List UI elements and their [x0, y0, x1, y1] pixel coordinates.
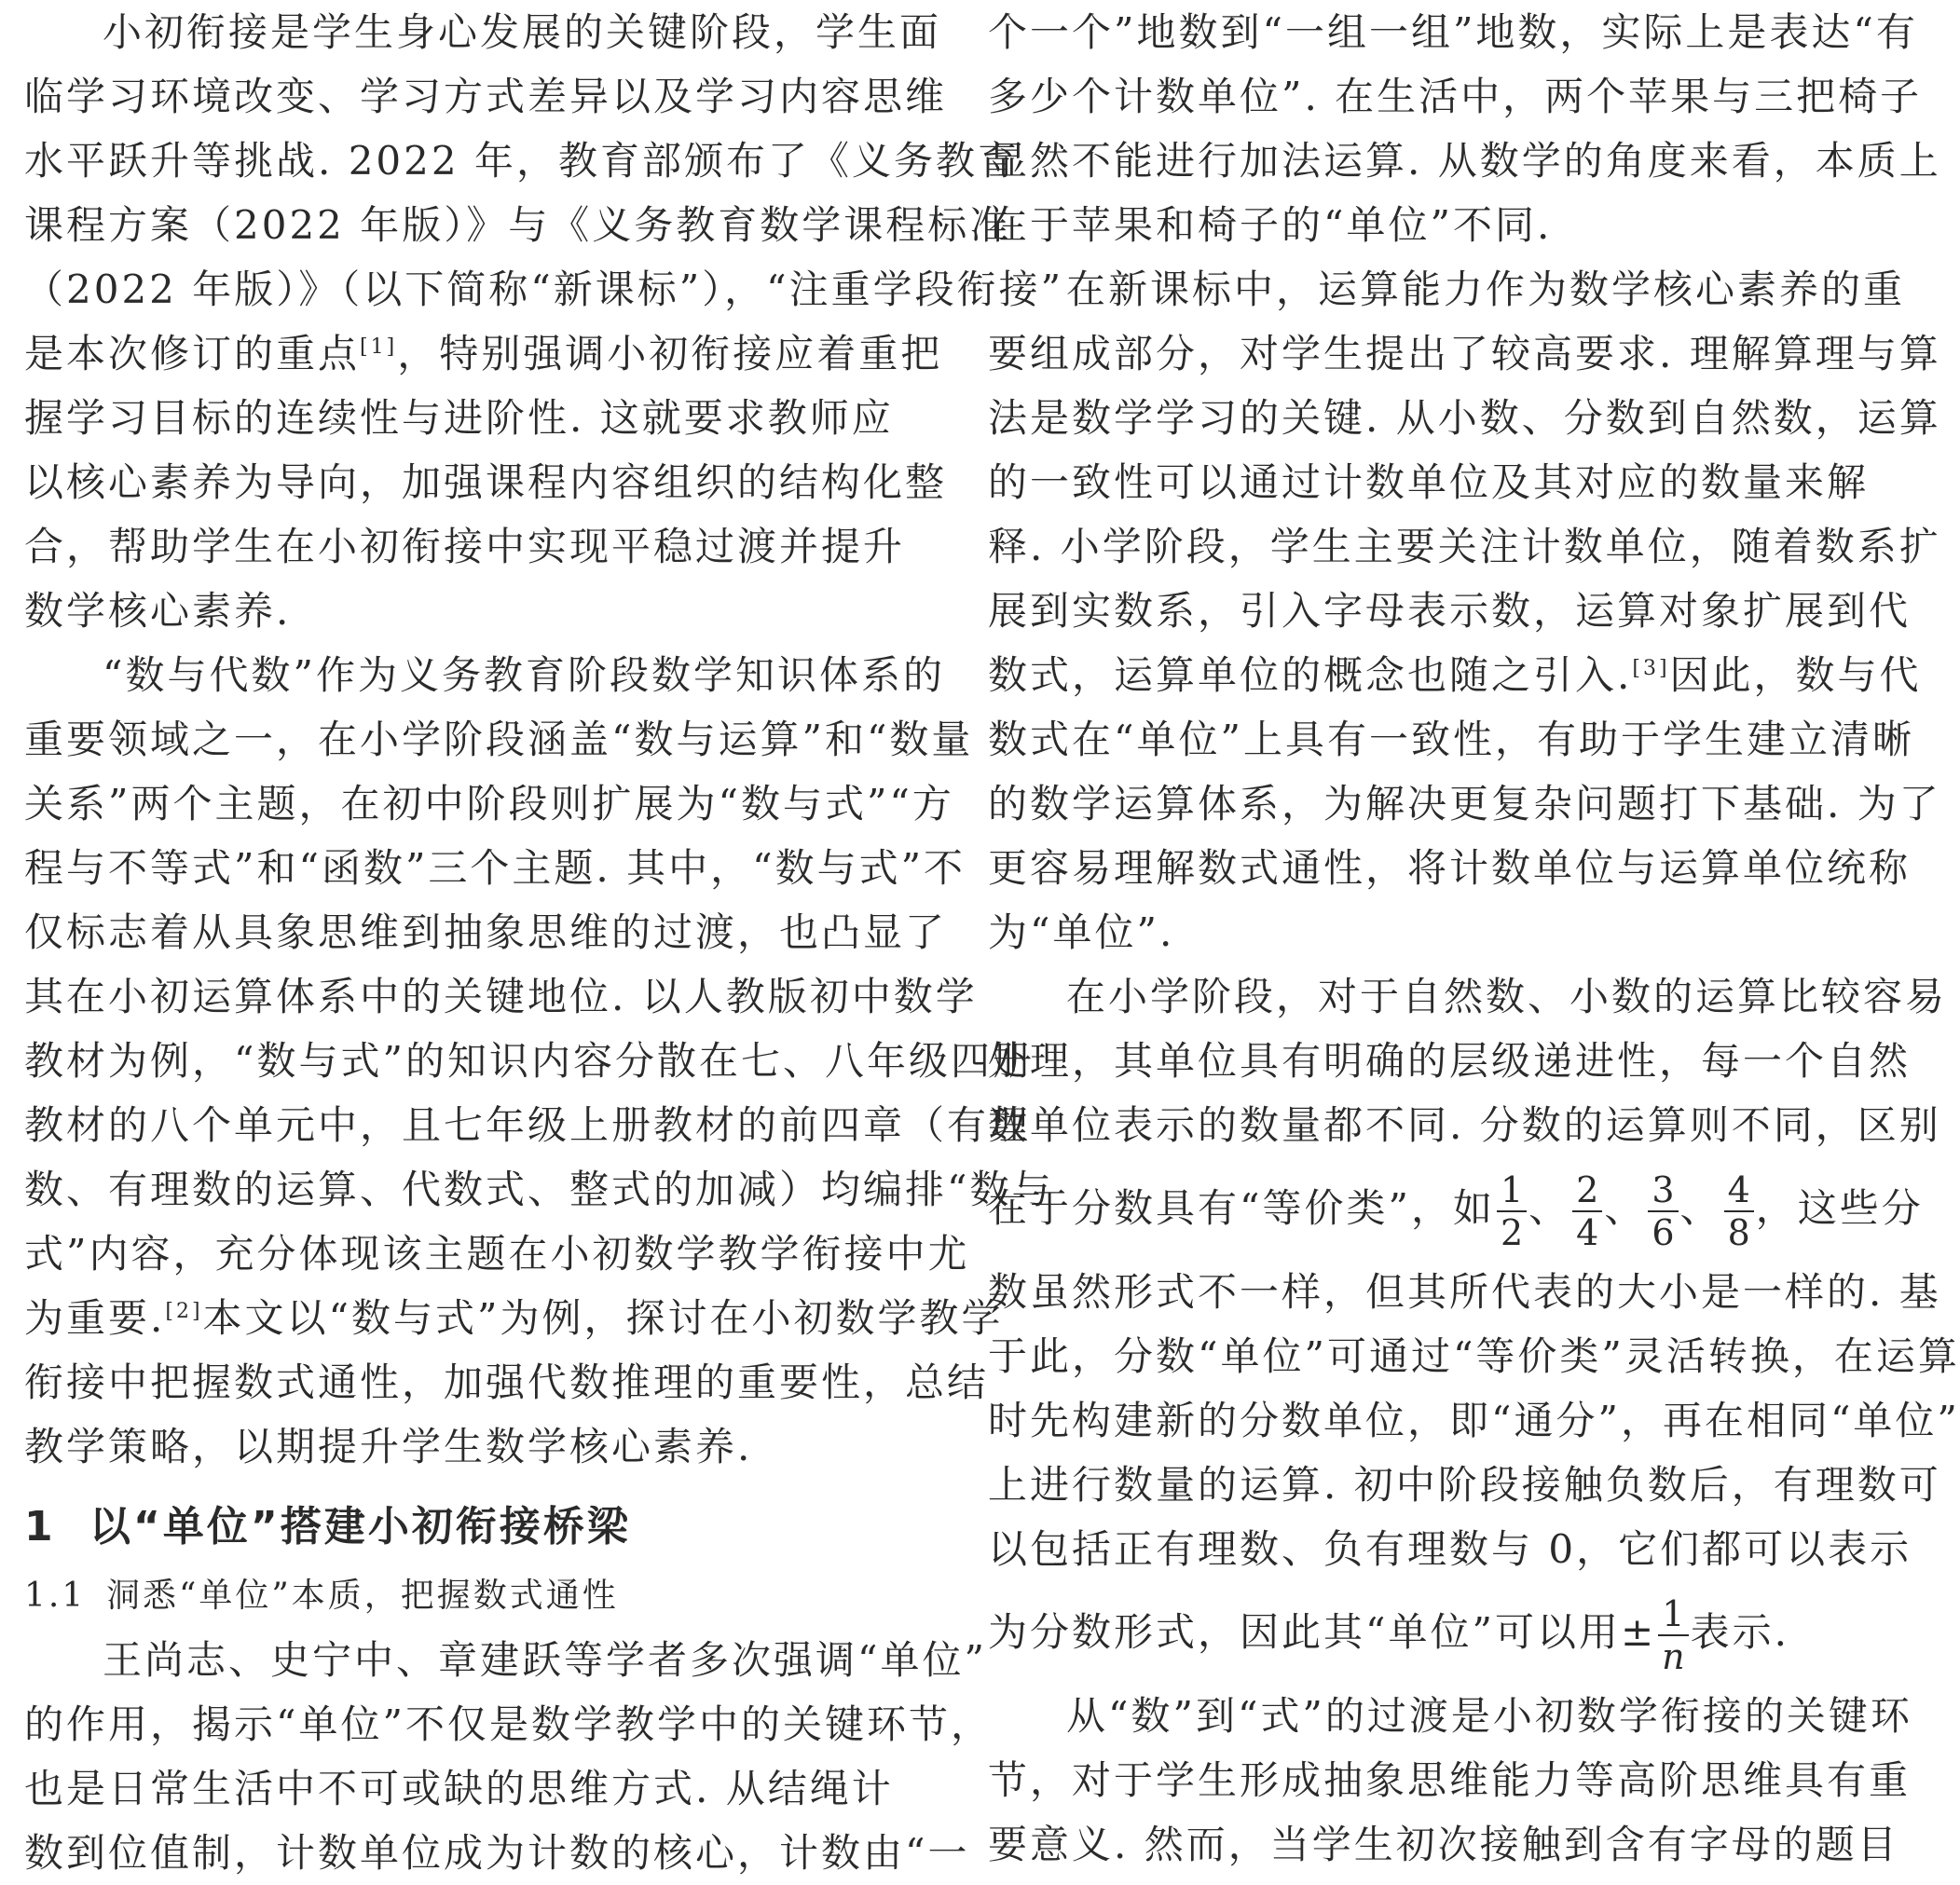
paragraph-line	[988, 643, 1922, 707]
paragraph-line: 法是数学学习的关键. 从小数、分数到自然数，运算	[988, 395, 1941, 441]
paragraph-line: 程与不等式”和“函数”三个主题. 其中，“数与式”不	[24, 845, 966, 891]
text-segment: 表示.	[1690, 1609, 1789, 1655]
left-column	[24, 0, 1064, 1885]
section-heading	[24, 1490, 917, 1564]
paragraph-line: 的一致性可以通过计数单位及其对应的数量来解	[988, 459, 1870, 505]
citation-ref: [2]	[165, 1300, 203, 1323]
paragraph-line-with-fractions	[988, 1157, 1924, 1260]
paragraph-line: 数学核心素养.	[24, 588, 292, 634]
paragraph-line: 的数学运算体系，为解决更复杂问题打下基础. 为了	[988, 781, 1941, 826]
subsection-heading	[24, 1564, 917, 1628]
subsection-title: 洞悉“单位”本质，把握数式通性	[106, 1577, 619, 1615]
paragraph-line: “数与代数”作为义务教育阶段数学知识体系的	[103, 652, 945, 698]
text-segment: 数式，运算单位的概念也随之引入.	[988, 652, 1633, 698]
subsection-number: 1.1	[24, 1577, 87, 1615]
paragraph-line: 握学习目标的连续性与进阶性. 这就要求教师应	[24, 395, 894, 441]
paragraph-line: 从“数”到“式”的过渡是小初数学衔接的关键环	[1066, 1693, 1912, 1739]
paragraph-line: 课程方案（2022 年版）》与《义务教育数学课程标准	[24, 202, 1012, 248]
separator: 、	[1679, 1185, 1722, 1231]
fraction	[1572, 1169, 1602, 1253]
paragraph-line: 展到实数系，引入字母表示数，运算对象扩展到代	[988, 588, 1912, 634]
paragraph-line: 要意义. 然而，当学生初次接触到含有字母的题目	[988, 1822, 1899, 1867]
paragraph-line: 节，对于学生形成抽象思维能力等高阶思维具有重	[988, 1757, 1912, 1803]
paragraph-line: 式”内容，充分体现该主题在小初数学教学衔接中尤	[24, 1231, 970, 1277]
paragraph-line: 关系”两个主题，在初中阶段则扩展为“数与式”“方	[24, 781, 954, 826]
paragraph-line: 处理，其单位具有明确的层级递进性，每一个自然	[988, 1038, 1912, 1084]
fraction-denominator: 6	[1652, 1212, 1675, 1253]
paragraph-line: 以核心素养为导向，加强课程内容组织的结构化整	[24, 459, 948, 505]
text-segment: 在于分数具有“等价类”，如	[988, 1185, 1495, 1231]
paragraph-line: 教材的八个单元中，且七年级上册教材的前四章（有理	[24, 1102, 1032, 1148]
fraction-numerator: 2	[1572, 1169, 1602, 1212]
text-segment: 本文以“数与式”为例，探讨在小初数学教学	[202, 1295, 1004, 1341]
paragraph-line: 数单位表示的数量都不同. 分数的运算则不同，区别	[988, 1102, 1941, 1148]
paragraph-line: 多少个计数单位”. 在生活中，两个苹果与三把椅子	[988, 74, 1923, 119]
fraction	[1497, 1169, 1527, 1253]
fraction-numerator: 4	[1724, 1169, 1754, 1212]
citation-ref: [1]	[360, 335, 398, 359]
paragraph-line: 时先构建新的分数单位，即“通分”，再在相同“单位”	[988, 1398, 1960, 1443]
fraction-numerator: 1	[1658, 1593, 1688, 1636]
fraction	[1648, 1169, 1678, 1253]
paragraph-line: 数、有理数的运算、代数式、整式的加减）均编排“数与	[24, 1167, 1054, 1212]
paragraph-line: 王尚志、史宁中、章建跃等学者多次强调“单位”	[103, 1637, 987, 1683]
section-title: 以“单位”搭建小初衔接桥梁	[89, 1503, 631, 1550]
paragraph-line: 个一个”地数到“一组一组”地数，实际上是表达“有	[988, 9, 1918, 55]
citation-ref: [3]	[1632, 657, 1670, 680]
text-segment: 为分数形式，因此其“单位”可以用±	[988, 1609, 1657, 1655]
paragraph-line: 合，帮助学生在小初衔接中实现平稳过渡并提升	[24, 524, 906, 569]
paragraph-line: 于此，分数“单位”可通过“等价类”灵活转换，在运算	[988, 1333, 1960, 1379]
section-number: 1	[24, 1503, 56, 1550]
paragraph-line: 在于苹果和椅子的“单位”不同.	[988, 202, 1553, 248]
paragraph-line: 也是日常生活中不可或缺的思维方式. 从结绳计	[24, 1766, 894, 1811]
paragraph-line: 显然不能进行加法运算. 从数学的角度来看，本质上	[988, 138, 1941, 184]
paragraph-line-with-fraction	[988, 1581, 1881, 1684]
paragraph-line: 以包括正有理数、负有理数与 0，它们都可以表示	[988, 1526, 1912, 1572]
paragraph-line: （2022 年版）》（以下简称“新课标”），“注重学段衔接”	[24, 266, 1064, 312]
fraction-denominator: n	[1662, 1636, 1685, 1677]
paragraph-line: 数虽然形式不一样，但其所代表的大小是一样的. 基	[988, 1269, 1941, 1315]
paragraph-line: 仅标志着从具象思维到抽象思维的过渡，也凸显了	[24, 909, 948, 955]
paragraph-line: 为“单位”.	[988, 909, 1175, 955]
paragraph-line: 临学习环境改变、学习方式差异以及学习内容思维	[24, 74, 948, 119]
text-segment: ，特别强调小初衔接应着重把	[397, 331, 943, 376]
paragraph-line: 水平跃升等挑战. 2022 年，教育部颁布了《义务教育	[24, 138, 1020, 184]
paragraph-line: 教材为例，“数与式”的知识内容分散在七、八年级四册	[24, 1038, 1035, 1084]
paragraph-line: 在新课标中，运算能力作为数学核心素养的重	[1066, 266, 1906, 312]
separator: 、	[1528, 1185, 1571, 1231]
unit-fraction	[1658, 1593, 1688, 1677]
paragraph-line: 其在小初运算体系中的关键地位. 以人教版初中数学	[24, 974, 978, 1019]
paragraph-line: 更容易理解数式通性，将计数单位与运算单位统称	[988, 845, 1912, 891]
fraction-denominator: 8	[1727, 1212, 1750, 1253]
text-segment: 为重要.	[24, 1295, 166, 1341]
paragraph-line: 小初衔接是学生身心发展的关键阶段，学生面	[103, 9, 942, 55]
right-column	[988, 0, 1960, 1877]
paragraph-line: 要组成部分，对学生提出了较高要求. 理解算理与算	[988, 331, 1941, 376]
paragraph-line: 数式在“单位”上具有一致性，有助于学生建立清晰	[988, 717, 1914, 762]
paragraph-line: 数到位值制，计数单位成为计数的核心，计数由“一	[24, 1830, 970, 1876]
fraction-numerator: 1	[1497, 1169, 1527, 1212]
paragraph-line: 上进行数量的运算. 初中阶段接触负数后，有理数可	[988, 1462, 1941, 1508]
text-segment: 是本次修订的重点	[24, 331, 361, 376]
paragraph-line: 在小学阶段，对于自然数、小数的运算比较容易	[1066, 974, 1948, 1019]
text-segment: ，这些分	[1755, 1185, 1924, 1231]
fraction-denominator: 2	[1500, 1212, 1524, 1253]
paragraph-line: 教学策略，以期提升学生数学核心素养.	[24, 1424, 753, 1469]
fraction	[1724, 1169, 1754, 1253]
paragraph-line	[24, 1286, 1004, 1350]
paragraph-line	[24, 321, 943, 386]
fraction-numerator: 3	[1648, 1169, 1678, 1212]
paragraph-line: 衔接中把握数式通性，加强代数推理的重要性，总结	[24, 1359, 990, 1405]
separator: 、	[1604, 1185, 1647, 1231]
fraction-denominator: 4	[1576, 1212, 1599, 1253]
paragraph-line: 的作用，揭示“单位”不仅是数学教学中的关键环节，	[24, 1701, 993, 1747]
paragraph-line: 重要领域之一，在小学阶段涵盖“数与运算”和“数量	[24, 717, 974, 762]
text-segment: 因此，数与代	[1669, 652, 1922, 698]
paragraph-line: 释. 小学阶段，学生主要关注计数单位，随着数系扩	[988, 524, 1941, 569]
